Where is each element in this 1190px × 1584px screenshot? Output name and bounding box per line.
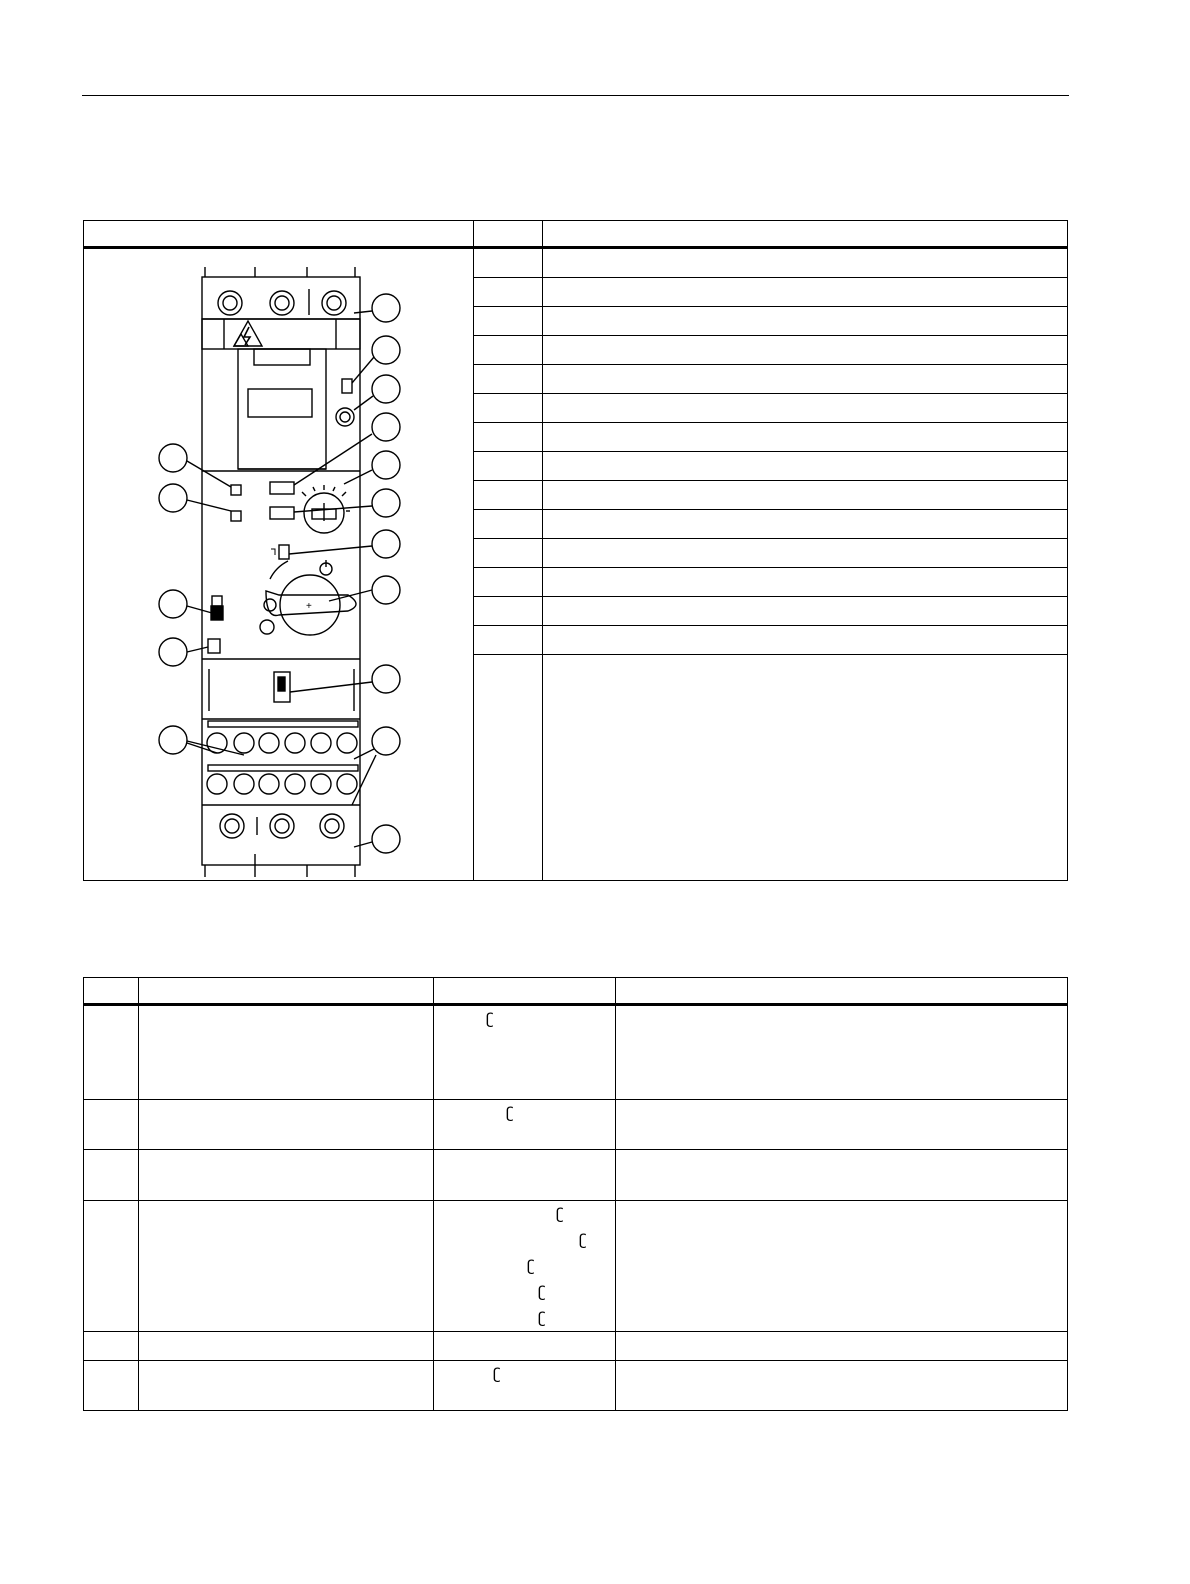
reference-symbol-icon: ʗ [493, 1364, 501, 1383]
detail-header-number [84, 978, 139, 1005]
legend-header-number [474, 221, 543, 248]
detail-note [616, 1360, 1068, 1410]
detail-note [616, 1150, 1068, 1200]
legend-number [474, 365, 543, 394]
label-slot-2 [270, 507, 294, 519]
detail-symbol-cell [434, 1100, 616, 1150]
detail-number [84, 1005, 139, 1100]
detail-row [84, 1100, 1068, 1150]
detail-table-header [84, 978, 1068, 1005]
detail-symbol-cell [434, 1331, 616, 1360]
detail-header-element [139, 978, 434, 1005]
warning-strip [202, 319, 360, 349]
legend-number [474, 423, 543, 452]
detail-number [84, 1150, 139, 1200]
legend-table [83, 220, 1068, 881]
detail-number [84, 1100, 139, 1150]
side-marker-2 [211, 606, 223, 620]
detail-header-symbol [434, 978, 616, 1005]
detail-row [84, 1200, 1068, 1331]
side-marker-1 [212, 596, 222, 606]
detail-row [84, 1150, 1068, 1200]
detail-symbol-cell [434, 1200, 616, 1331]
aux-terminal-row-2 [207, 765, 358, 794]
display-window [202, 349, 360, 471]
detail-element [139, 1331, 434, 1360]
detail-number [84, 1200, 139, 1331]
reference-symbol-icon: ʗ [556, 1204, 564, 1223]
legend-number [474, 510, 543, 539]
header-rule [82, 95, 1069, 96]
top-terminal-block [202, 289, 360, 319]
legend-number [474, 597, 543, 626]
legend-header-description [543, 221, 1068, 248]
detail-note [616, 1331, 1068, 1360]
legend-number [474, 452, 543, 481]
legend-description [543, 655, 1068, 881]
legend-description [543, 278, 1068, 307]
legend-description [543, 539, 1068, 568]
detail-element [139, 1200, 434, 1331]
figure-cell [84, 248, 474, 881]
housing [202, 267, 360, 877]
detail-element [139, 1100, 434, 1150]
legend-description [543, 481, 1068, 510]
legend-description [543, 423, 1068, 452]
detail-symbol-cell [434, 1005, 616, 1100]
test-switch [279, 545, 289, 559]
detail-element [139, 1005, 434, 1100]
reference-symbol-icon: ʗ [538, 1282, 546, 1301]
aux-terminal-row-1 [207, 721, 358, 753]
legend-description [543, 597, 1068, 626]
motor-starter-diagram [84, 249, 474, 879]
detail-row [84, 1005, 1068, 1100]
legend-number [474, 336, 543, 365]
label-slot-1 [270, 482, 294, 494]
callouts-right [289, 294, 400, 853]
detail-row [84, 1360, 1068, 1410]
legend-description [543, 510, 1068, 539]
led-1 [231, 485, 241, 495]
svg-text:+: + [306, 601, 312, 612]
led-2 [231, 511, 241, 521]
detail-symbol-cell [434, 1360, 616, 1410]
legend-header-figure [84, 221, 474, 248]
legend-description [543, 568, 1068, 597]
detail-symbol-cell [434, 1150, 616, 1200]
legend-description [543, 394, 1068, 423]
legend-description [543, 307, 1068, 336]
detail-element [139, 1150, 434, 1200]
legend-description [543, 626, 1068, 655]
detail-note [616, 1005, 1068, 1100]
side-marker-3 [208, 639, 220, 653]
legend-description [543, 248, 1068, 278]
reference-symbol-icon: ʗ [527, 1256, 535, 1275]
legend-number [474, 307, 543, 336]
legend-number [474, 278, 543, 307]
legend-number [474, 248, 543, 278]
side-indicator [342, 379, 352, 393]
reset-button [336, 408, 354, 426]
detail-number [84, 1331, 139, 1360]
legend-number [474, 481, 543, 510]
detail-element [139, 1360, 434, 1410]
reference-symbol-icon: ʗ [538, 1308, 546, 1327]
reference-symbol-icon: ʗ [579, 1230, 587, 1249]
bottom-terminal-block [220, 814, 344, 838]
detail-table [83, 977, 1068, 1411]
legend-description [543, 365, 1068, 394]
detail-header-note [616, 978, 1068, 1005]
reference-symbol-icon: ʗ [506, 1104, 514, 1123]
legend-description [543, 336, 1068, 365]
legend-number [474, 626, 543, 655]
legend-table-header [84, 221, 1068, 248]
reference-symbol-icon: ʗ [486, 1010, 494, 1029]
detail-number [84, 1360, 139, 1410]
legend-number [474, 568, 543, 597]
legend-number [474, 394, 543, 423]
detail-row [84, 1331, 1068, 1360]
legend-number [474, 539, 543, 568]
legend-number [474, 655, 543, 881]
legend-description [543, 452, 1068, 481]
